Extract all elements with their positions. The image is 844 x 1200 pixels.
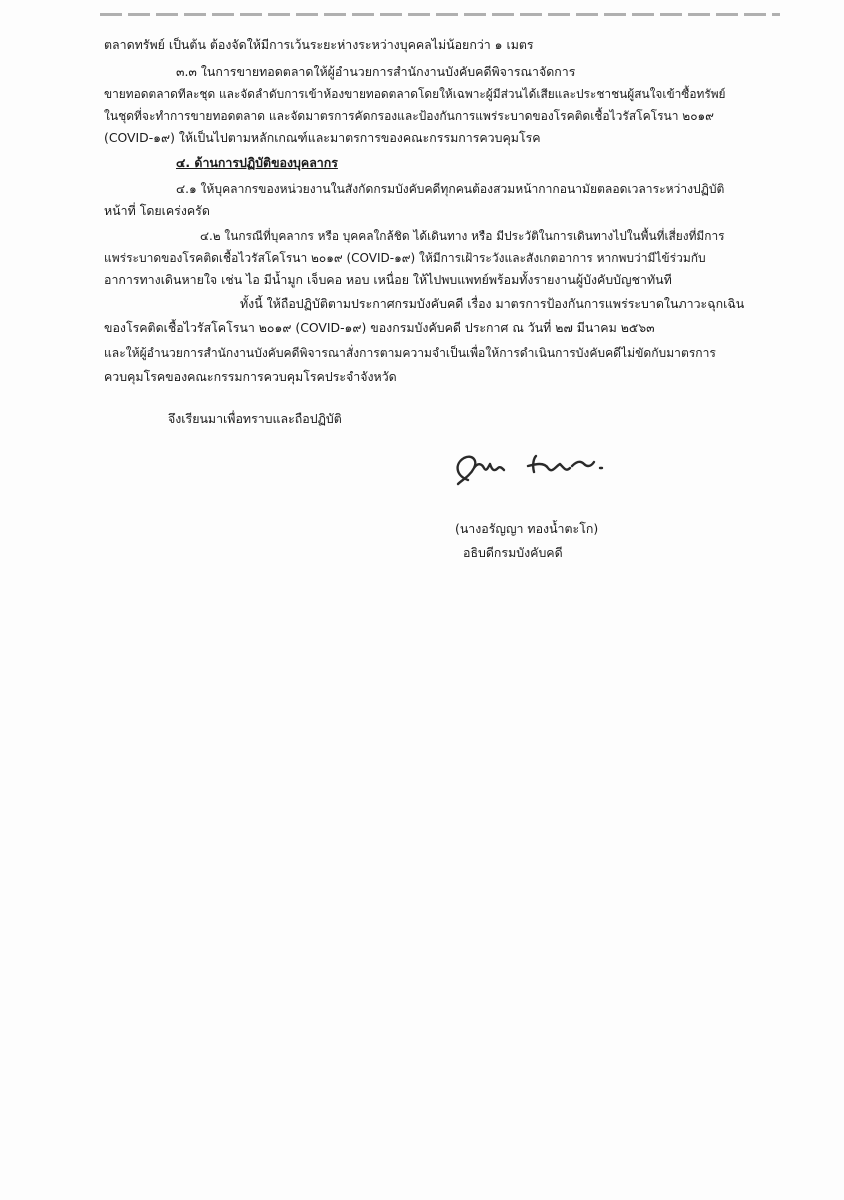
paragraph-line: และให้ผู้อำนวยการสำนักงานบังคับคดีพิจารณาสั่งการตามความจำเป็นเพื่อให้การดำเนินการบังคับคดีไม่ขัดกับมาตรการ — [104, 346, 716, 360]
paragraph-line: แพร่ระบาดของโรคติดเชื้อไวรัสโคโรนา ๒๐๑๙ (COVID-๑๙) ให้มีการเฝ้าระวังและสังเกตอาการ หากพบว่ามีไข้ร่วมกับ — [104, 251, 706, 265]
signer-title: อธิบดีกรมบังคับคดี — [463, 545, 563, 560]
paragraph-line: ควบคุมโรคของคณะกรรมการควบคุมโรคประจำจังหวัด — [104, 369, 397, 384]
section-4-heading — [176, 155, 338, 171]
section-3-3: ๓.๓ ในการขายทอดตลาดให้ผู้อำนวยการสำนักงานบังคับคดีพิจารณาจัดการ — [176, 64, 576, 79]
paragraph-line: ขายทอดตลาดทีละชุด และจัดลำดับการเข้าห้องขายทอดตลาดโดยให้เฉพาะผู้มีส่วนได้เสียและประชาชนผู้สนใจเข้าซื้อทรัพย์ — [104, 87, 726, 101]
section-4-heading-text: ๔. ด้านการปฏิบัติของบุคลากร — [176, 155, 338, 170]
paragraph-line: หน้าที่ โดยเคร่งครัด — [104, 203, 210, 218]
signature-image — [448, 446, 618, 496]
section-4-1: ๔.๑ ให้บุคลากรของหน่วยงานในสังกัดกรมบังคับคดีทุกคนต้องสวมหน้ากากอนามัยตลอดเวลาระหว่างปฏิบัติ — [176, 182, 725, 196]
section-4-2: ๔.๒ ในกรณีที่บุคลากร หรือ บุคคลใกล้ชิด ได้เดินทาง หรือ มีประวัติในการเดินทางไปในพื้นที่เสี่ยงที่มีการ — [200, 229, 725, 243]
paragraph-line: (COVID-๑๙) ให้เป็นไปตามหลักเกณฑ์และมาตรการของคณะกรรมการควบคุมโรค — [104, 130, 541, 145]
cut-off-text-line — [100, 8, 780, 22]
paragraph-line: ตลาดทรัพย์ เป็นต้น ต้องจัดให้มีการเว้นระยะห่างระหว่างบุคคลไม่น้อยกว่า ๑ เมตร — [104, 37, 534, 52]
paragraph-line: อาการทางเดินหายใจ เช่น ไอ มีน้ำมูก เจ็บคอ หอบ เหนื่อย ให้ไปพบแพทย์พร้อมทั้งรายงานผู้บังคับบัญชาทันที — [104, 272, 672, 287]
paragraph-line: ทั้งนี้ ให้ถือปฏิบัติตามประกาศกรมบังคับคดี เรื่อง มาตรการป้องกันการแพร่ระบาดในภาวะฉุกเฉิน — [240, 296, 745, 311]
paragraph-line: ของโรคติดเชื้อไวรัสโคโรนา ๒๐๑๙ (COVID-๑๙) ของกรมบังคับคดี ประกาศ ณ วันที่ ๒๗ มีนาคม ๒๕๖๓ — [104, 320, 655, 335]
paragraph-line: ในชุดที่จะทำการขายทอดตลาด และจัดมาตรการคัดกรองและป้องกันการแพร่ระบาดของโรคติดเชื้อไวรัสโคโรนา ๒๐๑๙ — [104, 109, 714, 123]
closing-line: จึงเรียนมาเพื่อทราบและถือปฏิบัติ — [168, 411, 342, 426]
signer-name: (นางอรัญญา ทองน้ำตะโก) — [455, 521, 599, 536]
